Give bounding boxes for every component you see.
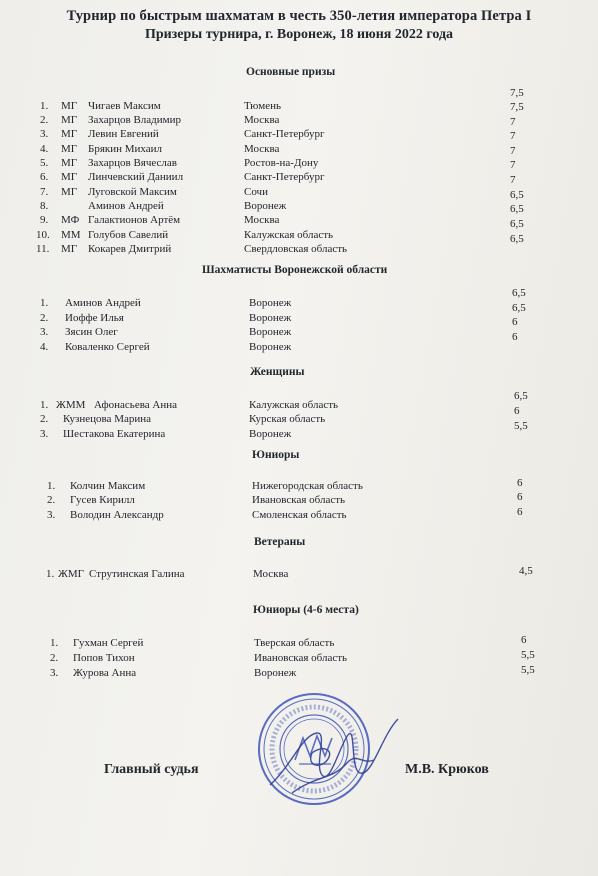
place-cell: 9.	[40, 214, 49, 226]
score-cell: 7	[510, 174, 516, 186]
score-cell: 6,5	[512, 302, 526, 314]
player-name: Володин Александр	[70, 509, 164, 521]
player-name: Галактионов Артём	[88, 214, 181, 226]
place-cell: 1.	[50, 637, 59, 649]
place-cell: 6.	[40, 171, 49, 183]
player-city: Воронеж	[249, 428, 292, 440]
player-city: Москва	[253, 568, 289, 580]
score-cell: 6,5	[510, 233, 524, 245]
player-city: Воронеж	[244, 200, 287, 212]
place-cell: 2.	[40, 312, 49, 324]
player-name: Аминов Андрей	[65, 297, 141, 309]
score-cell: 7	[510, 145, 516, 157]
score-cell: 7	[510, 159, 516, 171]
player-name: Коваленко Сергей	[65, 341, 150, 353]
place-cell: 1.	[40, 399, 49, 411]
title-cell: МГ	[61, 171, 78, 183]
place-cell: 11.	[36, 243, 50, 255]
place-cell: 7.	[40, 186, 49, 198]
place-cell: 3.	[40, 428, 49, 440]
player-city: Воронеж	[249, 312, 292, 324]
score-cell: 6	[512, 331, 518, 343]
place-cell: 1.	[47, 480, 56, 492]
section-heading-women: Женщины	[250, 366, 305, 378]
place-cell: 10.	[36, 229, 50, 241]
place-cell: 4.	[40, 341, 49, 353]
score-cell: 6,5	[510, 203, 524, 215]
player-city: Санкт-Петербург	[244, 171, 325, 183]
score-cell: 4,5	[519, 565, 533, 577]
player-city: Смоленская область	[252, 509, 347, 521]
document-title: Турнир по быстрым шахматам в честь 350-летия императора Петра I	[66, 8, 532, 24]
player-name: Афонасьева Анна	[94, 399, 177, 411]
score-cell: 5,5	[521, 649, 535, 661]
score-cell: 7,5	[510, 101, 524, 113]
score-cell: 6	[517, 506, 523, 518]
title-cell: МГ	[61, 157, 78, 169]
player-name: Шестакова Екатерина	[63, 428, 166, 440]
player-city: Калужская область	[244, 229, 334, 241]
player-city: Санкт-Петербург	[244, 128, 325, 140]
player-city: Ростов-на-Дону	[244, 157, 319, 169]
score-cell: 5,5	[521, 664, 535, 676]
score-cell: 7	[510, 130, 516, 142]
section-heading-juniors-4-6: Юниоры (4-6 места)	[253, 604, 359, 616]
player-name: Гусев Кирилл	[70, 494, 135, 506]
title-cell: ЖМГ	[58, 568, 84, 580]
player-name: Аминов Андрей	[88, 200, 164, 212]
chief-judge-label: Главный судья	[104, 762, 199, 777]
document-subtitle: Призеры турнира, г. Воронеж, 18 июня 2022 года	[144, 27, 454, 42]
score-cell: 6,5	[514, 390, 528, 402]
score-cell: 6	[517, 491, 523, 503]
place-cell: 2.	[47, 494, 56, 506]
score-cell: 6	[521, 634, 527, 646]
score-cell: 6	[512, 316, 518, 328]
player-city: Тюмень	[244, 100, 281, 112]
player-name: Кокарев Дмитрий	[88, 243, 172, 255]
score-cell: 7	[510, 116, 516, 128]
place-cell: 5.	[40, 157, 49, 169]
player-city: Нижегородская область	[252, 480, 363, 492]
player-name: Захарцов Вячеслав	[88, 157, 177, 169]
place-cell: 1.	[40, 100, 49, 112]
player-city: Сочи	[244, 186, 268, 198]
player-name: Гухман Сергей	[73, 637, 144, 649]
player-city: Москва	[244, 114, 280, 126]
title-cell: МГ	[61, 114, 78, 126]
title-cell: ЖММ	[56, 399, 86, 411]
player-name: Захарцов Владимир	[88, 114, 182, 126]
player-city: Тверская область	[254, 637, 335, 649]
player-name: Колчин Максим	[70, 480, 146, 492]
player-city: Воронеж	[249, 341, 292, 353]
place-cell: 2.	[40, 413, 49, 425]
player-city: Ивановская область	[252, 494, 346, 506]
player-name: Иоффе Илья	[65, 312, 124, 324]
title-cell: ММ	[61, 229, 81, 241]
title-cell: МГ	[61, 100, 78, 112]
score-cell: 6	[514, 405, 520, 417]
place-cell: 3.	[40, 326, 49, 338]
place-cell: 3.	[47, 509, 56, 521]
player-name: Попов Тихон	[73, 652, 135, 664]
player-city: Воронеж	[249, 326, 292, 338]
player-name: Голубов Савелий	[88, 229, 169, 241]
player-name: Журова Анна	[73, 667, 137, 679]
player-city: Москва	[244, 214, 280, 226]
place-cell: 3.	[40, 128, 49, 140]
place-cell: 8.	[40, 200, 49, 212]
section-heading-main-prizes: Основные призы	[246, 66, 336, 78]
section-heading-juniors: Юниоры	[252, 449, 300, 461]
section-heading-voronezh-players: Шахматисты Воронежской области	[202, 264, 388, 276]
player-city: Калужская область	[249, 399, 339, 411]
section-heading-veterans: Ветераны	[254, 536, 306, 548]
player-name: Струтинская Галина	[89, 568, 185, 580]
player-city: Свердловская область	[244, 243, 348, 255]
title-cell: МГ	[61, 143, 78, 155]
place-cell: 2.	[50, 652, 59, 664]
player-name: Зясин Олег	[65, 326, 118, 338]
player-city: Ивановская область	[254, 652, 348, 664]
chief-judge-name: М.В. Крюков	[405, 762, 489, 777]
score-cell: 6,5	[512, 287, 526, 299]
player-name: Кузнецова Марина	[63, 413, 152, 425]
player-name: Чигаев Максим	[88, 100, 161, 112]
score-cell: 6,5	[510, 218, 524, 230]
place-cell: 4.	[40, 143, 49, 155]
player-name: Луговской Максим	[88, 186, 177, 198]
place-cell: 2.	[40, 114, 49, 126]
player-city: Москва	[244, 143, 280, 155]
title-cell: МГ	[61, 128, 78, 140]
place-cell: 3.	[50, 667, 59, 679]
player-city: Воронеж	[249, 297, 292, 309]
player-city: Курская область	[249, 413, 326, 425]
player-name: Линчевский Даниил	[88, 171, 184, 183]
score-cell: 7,5	[510, 87, 524, 99]
place-cell: 1.	[40, 297, 49, 309]
player-name: Левин Евгений	[88, 128, 159, 140]
title-cell: МФ	[61, 214, 80, 226]
place-cell: 1.	[46, 568, 55, 580]
player-name: Брякин Михаил	[88, 143, 163, 155]
player-city: Воронеж	[254, 667, 297, 679]
score-cell: 6	[517, 477, 523, 489]
signature	[262, 705, 422, 800]
score-cell: 6,5	[510, 189, 524, 201]
title-cell: МГ	[61, 186, 78, 198]
score-cell: 5,5	[514, 420, 528, 432]
title-cell: МГ	[61, 243, 78, 255]
